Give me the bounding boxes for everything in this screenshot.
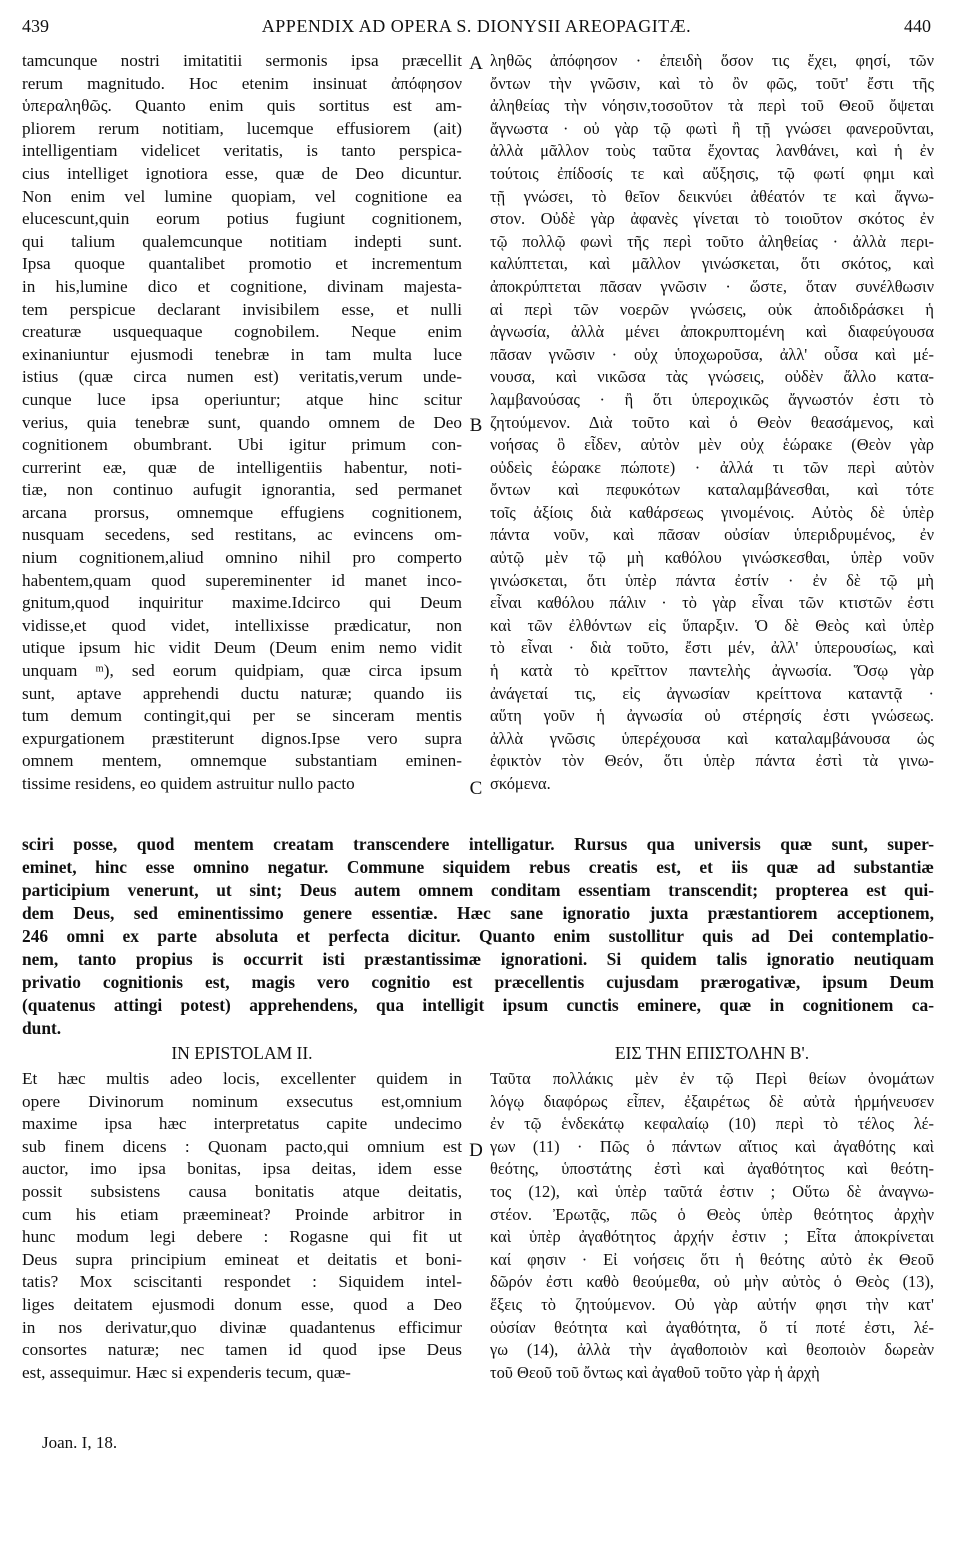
latin-text-line: pliorem rerum notitiam, lucemque effusiorem (ait) bbox=[22, 118, 462, 138]
latin-text-line: hunc modum legi debere : Rogasne qui fit ut bbox=[22, 1227, 462, 1247]
greek-text-line: στον. Οὐδὲ γὰρ ἀφανὲς γίνεται τὸ τοιοῦτον σκότος ἐν bbox=[490, 209, 934, 229]
latin-text-line: expurgationem præstiterunt dignos.Ipse vero supra bbox=[22, 728, 462, 748]
latin-text-line: tissime residens, eo quidem astruitur nullo pacto bbox=[22, 774, 355, 793]
greek-text-line: αὕτη γοῦν ἡ ἀγνωσία οὐ στέρησίς ἐστι γνώσεως. bbox=[490, 706, 934, 726]
greek-text-line: ὄντων καὶ πεφυκότων καταλαμβάνεσθαι, καὶ τότε bbox=[490, 480, 934, 500]
greek-text-line: ἄγνωστα · οὐ γὰρ τῷ φωτὶ ἢ τῇ γνώσει φανεροῦνται, bbox=[490, 118, 934, 138]
greek-text-line: τὸ εἶναι · διὰ τοῦτο, ἔστι μέν, ἀλλ' ὑπερουσίως, καὶ bbox=[490, 638, 934, 658]
greek-text-line: τοῖς ἀξίοις διὰ καθάρσεως γινομένοις. Αὐτὸς δὲ ὑπὲρ bbox=[490, 502, 934, 522]
latin-text-line: cum his etiam præemineat? Proinde arbitror in bbox=[22, 1204, 462, 1224]
greek-text-line: θεότης, ὑποστάτης ἐστὶ καὶ ἀγαθότητος καὶ θεότη- bbox=[490, 1159, 934, 1179]
greek-text-line: τῇ γνώσει, τὸ θεῖον δεικνύει ἀθέατόν τε καὶ ἄγνω- bbox=[490, 186, 934, 206]
margin-mark-a: A bbox=[469, 53, 483, 74]
greek-text-line: ἐν τῷ ἑνδεκάτῳ κεφαλαίῳ (10) περὶ τὸ τέλος λέ- bbox=[490, 1114, 934, 1134]
full-width-text-line: dunt. bbox=[22, 1018, 62, 1038]
greek-column-top bbox=[490, 50, 934, 796]
latin-text-line: tiæ, non continuo aufugit ignorantia, sed permanet bbox=[22, 480, 462, 500]
greek-text-line: ζητούμενον. Διὰ τοῦτο καὶ ὁ Θεὸν θεασάμενος, καὶ bbox=[490, 412, 934, 432]
full-width-text-line: dem Deus, sed eminentissimo genere essentiæ. Hæc sane ignoratio juxta præstantiorem acceptionem, bbox=[22, 903, 934, 923]
latin-text-line: maxime ipsa hæc interpretatus capite undecimo bbox=[22, 1114, 462, 1134]
latin-text-line: utique ipsum hic vidit Deum (Deum enim nemo vidit bbox=[22, 638, 462, 658]
latin-text-line: omnem mentem, omnemque substantiam eminen- bbox=[22, 751, 462, 771]
latin-text-line: possit subsistens causa bonitatis atque deitatis, bbox=[22, 1181, 462, 1201]
greek-text-line: πάντα νοῦν, καὶ πᾶσαν οὐσίαν ὑπεριδρυμένος, ἐν bbox=[490, 525, 934, 545]
greek-text-line: αὐτῷ μὲν τῷ μὴ καθόλου γινώσκεσθαι, ὑπὲρ νοῦν bbox=[490, 548, 934, 568]
latin-column-top bbox=[22, 50, 462, 796]
greek-text-line: πᾶσαν γνῶσιν · οὐχ ὑποχωροῦσα, ἀλλ' οὖσα καὶ μέ- bbox=[490, 344, 934, 364]
greek-text-line: σκόμενα. bbox=[490, 774, 551, 793]
greek-text-line: γω (14), ἀλλὰ τὴν ἀγαθοποιὸν καὶ θεοποιὸν δωρεὰν bbox=[490, 1340, 934, 1360]
greek-text-line: γινώσκεται, ὅτι ὑπὲρ πάντα ἐστίν · ἐν δὲ τῷ μὴ bbox=[490, 570, 934, 590]
latin-text-line: tem perspicue declarant invisibilem esse, et nulli bbox=[22, 299, 462, 319]
full-width-text-line: (quatenus attingi potest) apprehendens, qua intelligit ipsum cunctis eminere, quæ in cognitionem ca- bbox=[22, 995, 934, 1015]
latin-text-line: nusquam secedens, sed restitans, ac evincens om- bbox=[22, 525, 462, 545]
greek-text-line: ἀλλὰ γνῶσις ὑπερέχουσα καὶ καταλαμβάνουσα ὡς bbox=[490, 728, 934, 748]
greek-text-line: Ταῦτα πολλάκις μὲν ἐν τῷ Περὶ θείων ὀνομάτων bbox=[490, 1069, 934, 1088]
latin-text-line: liges deitatem ejusmodi donum esse, quod a Deo bbox=[22, 1294, 462, 1314]
greek-text-line: ἀνάγεταί τις, εἰς ἀγνωσίαν κρείττονα καταντᾷ · bbox=[490, 683, 934, 703]
greek-text-line: ὄντων τὴν γνῶσιν, καὶ τὸ ὂν φῶς, τοῦτ' ἔστι τῆς bbox=[490, 73, 934, 93]
latin-text-line: tum demum contingit,qui per se sinceram mentis bbox=[22, 706, 462, 726]
greek-text-line: ἐφικτὸν τὸν Θεόν, ὅτι ὑπὲρ πάντα ἐστὶ τὰ γινω- bbox=[490, 751, 934, 771]
greek-text-line: ἀποκρύπτεται πᾶσαν γνῶσιν · ὥστε, ὅταν συνέλθωσιν bbox=[490, 276, 934, 296]
greek-text-line: λόγῳ διαφόρως εἶπεν, ἐξαιρέτως δὲ αὐτὰ ἡρμήνευσεν bbox=[490, 1091, 934, 1111]
full-width-text-line: sciri posse, quod mentem creatam transcendere intelligatur. Rursus qua universis quæ sunt, super- bbox=[22, 834, 934, 854]
full-width-text-line: eminet, hinc esse omnino negatur. Commune siquidem rebus creatis est, et iis quæ ad substantiæ bbox=[22, 857, 934, 877]
latin-text-line: tamcunque nostri imitatitii sermonis ipsa præcellit bbox=[22, 51, 462, 70]
latin-text-line: currerint eæ, quæ de intelligentiis habentur, noti- bbox=[22, 457, 462, 477]
greek-text-line: ἀληθείας τὴν νόησιν,τοσοῦτον τὰ περὶ τοῦ Θεοῦ ὄψεται bbox=[490, 96, 934, 116]
greek-text-line: εἶναι καθόλου πάλιν · τὸ γὰρ εἶναι τῶν κτιστῶν ἐστι bbox=[490, 593, 934, 613]
running-title: APPENDIX AD OPERA S. DIONYSII AREOPAGITÆ. bbox=[261, 16, 692, 36]
latin-text-line: consortes naturæ; nec tamen id quod ipse Deus bbox=[22, 1340, 462, 1360]
full-width-text-line: 246 omni ex parte absoluta et perfecta dicitur. Quanto enim sustollitur quis ad Dei contemplatio- bbox=[22, 926, 934, 946]
full-width-text-line: participium venerunt, ut sint; Deus autem omnem conditam essentiam transcendit; propterea est qui- bbox=[22, 880, 934, 900]
latin-section-heading: IN EPISTOLAM II. bbox=[171, 1043, 313, 1063]
running-header bbox=[0, 14, 953, 40]
full-width-text-line: nem, tanto propius is occurrit isti præstantissimæ ignorationi. Si quidem talis ignoratio neutiquam bbox=[22, 949, 934, 969]
greek-column-bottom bbox=[490, 1068, 934, 1384]
greek-text-line: ληθῶς ἀπόφησον · ἐπειδὴ ὅσον τις ἔχει, φησί, τῶν bbox=[490, 51, 934, 70]
latin-text-line: in his,lumine dico et cognitione, divinam majesta- bbox=[22, 276, 462, 296]
latin-text-line: habentem,quam quod supereminenter id manet inco- bbox=[22, 570, 462, 590]
latin-text-line: Et hæc multis adeo locis, excellenter quidem in bbox=[22, 1069, 462, 1088]
latin-text-line: istius (quæ circa numen est) veritatis,verum unde- bbox=[22, 367, 462, 387]
greek-text-line: νοήσας ὃ εἶδεν, αὐτὸν μὲν οὐχ ἑώρακε (Θεὸν γὰρ bbox=[490, 435, 934, 455]
greek-text-line: καλύπτεται, καὶ μᾶλλον γινώσκεται, ὅτι σκότος, καὶ bbox=[490, 254, 934, 274]
latin-text-line: Ipsa quoque quantalibet promotio et incrementum bbox=[22, 254, 462, 274]
greek-text-line: γων (11) · Πῶς ὁ πάντων αἴτιος καὶ ἀγαθότης καὶ bbox=[490, 1136, 934, 1156]
greek-text-line: τούτοις ἐπίδοσίς τε καὶ αὔξησις, τῷ φωτί φημι καὶ bbox=[490, 163, 934, 183]
latin-text-line: nium cognitionem,aliud omnino nihil pro comperto bbox=[22, 548, 462, 568]
greek-text-line: ἀγνωσία, ἀλλὰ μένει ἀποκρυπτομένη καὶ διαφεύγουσα bbox=[490, 322, 934, 342]
latin-text-line: cius intelliget ignotiora esse, quæ de Deo dicuntur. bbox=[22, 163, 462, 183]
greek-text-line: οὐδεὶς ἑώρακε πώποτε) · ἀλλά τι τῶν περὶ αὐτὸν bbox=[490, 457, 934, 477]
greek-text-line: λαμβανούσας · ἢ ὅτι ὑπεροχικῶς ἄγνωστόν ἐστι τὸ bbox=[490, 389, 934, 409]
footnote: Joan. I, 18. bbox=[42, 1433, 118, 1452]
greek-text-line: τοῦ Θεοῦ τοῦ ὄντως καὶ ἀγαθοῦ τοῦτο γὰρ ἡ ἀρχὴ bbox=[490, 1362, 820, 1382]
latin-text-line: cognitionem obumbrant. Ubi igitur primum con- bbox=[22, 435, 462, 455]
margin-mark-b: B bbox=[469, 415, 483, 436]
greek-text-line: τος (12), καὶ ὑπὲρ ταῦτά ἐστιν ; Οὕτω δὲ ἀναγνω- bbox=[490, 1181, 934, 1201]
latin-text-line: in nos derivatur,quo divinæ quadantenus efficimur bbox=[22, 1317, 462, 1337]
margin-mark-c: C bbox=[469, 778, 483, 799]
latin-text-line: Non enim vel lumine quopiam, vel cognitione ea bbox=[22, 186, 462, 206]
margin-mark-d: D bbox=[469, 1140, 483, 1161]
latin-text-line: opere Divinorum nominum exsecutus est,omnium bbox=[22, 1091, 462, 1111]
latin-text-line: auctor, imo ipsa bonitas, ipsa deitas, idem esse bbox=[22, 1159, 462, 1179]
latin-text-line: qui talium qualemcunque notitiam indepti sunt. bbox=[22, 231, 462, 251]
latin-text-line: vidisse,et quod videt, intellixisse prædicatur, non bbox=[22, 615, 462, 635]
greek-text-line: αἱ περὶ τῶν νοερῶν γνώσεις, οὐκ ἀποδιδράσκει ἡ bbox=[490, 299, 934, 319]
greek-text-line: νουσα, καὶ νικῶσα τὰς γνώσεις, οὐδὲν ἄλλο κατα- bbox=[490, 367, 934, 387]
page-number-right: 440 bbox=[904, 16, 931, 36]
latin-text-line: gnitum,quod inquiritur maxime.Idcirco qui Deum bbox=[22, 593, 462, 613]
latin-text-line: elucescunt,quin eorum potius fugiunt cognitionem, bbox=[22, 209, 462, 229]
greek-text-line: δῶρόν ἐστι καθὸ θεούμεθα, οὐ μὴν αὐτὸς ὁ Θεὸς (13), bbox=[490, 1272, 934, 1292]
latin-text-line: exinaniuntur ejusmodi tenebræ in tam multa luce bbox=[22, 344, 462, 364]
full-width-text-line: privatio cognitionis est, magis vero cognitio est præcellentis cujusdam prærogativæ, ipsum Deum bbox=[22, 972, 934, 992]
latin-text-line: est, assequimur. Hæc si expenderis tecum, quæ- bbox=[22, 1362, 351, 1382]
latin-text-line: sunt, aptave apprehendi ductu naturæ; quando iis bbox=[22, 683, 462, 703]
greek-text-line: καὶ ὑπὲρ ἀγαθότητος ἀρχήν ἐστιν ; Εἶτα ἀποκρίνεται bbox=[490, 1227, 934, 1247]
greek-section-heading: ΕΙΣ ΤΗΝ ΕΠΙΣΤΟΛΗΝ Β'. bbox=[614, 1043, 810, 1063]
latin-text-line: unquam ᵐ), sed eorum quidpiam, quæ circa ipsum bbox=[22, 661, 462, 681]
greek-text-line: οὐσίαν θεότητα καὶ ἀγαθότητα, ὅ τί ποτέ ἐστι, λέ- bbox=[490, 1317, 934, 1337]
latin-text-line: verius, quia tenebræ sunt, quando omnem de Deo bbox=[22, 412, 462, 432]
latin-text-line: arcana prorsus, omnemque effugiens cognitionem, bbox=[22, 502, 462, 522]
greek-text-line: τῷ πολλῷ φωνὶ τῆς περὶ τοῦτο ἀληθείας · ἀλλὰ περι- bbox=[490, 231, 934, 251]
latin-text-line: rerum magnitudo. Hoc etenim insinuat ἀπόφησον bbox=[22, 73, 462, 93]
greek-text-line: ἕξεις τὸ ζητούμενον. Οὐ γὰρ αὐτήν φησι τὴν κατ' bbox=[490, 1294, 934, 1314]
latin-text-line: intelligentiam videlicet veritatis, is tanto perspica- bbox=[22, 141, 462, 161]
latin-text-line: cunque luce ipsa operiuntur; atque hinc scitur bbox=[22, 389, 462, 409]
greek-text-line: ἀλλὰ μᾶλλον τοὺς ταῦτα ἔχοντας λανθάνει, καὶ ἡ ἐν bbox=[490, 141, 934, 161]
greek-text-line: καί φησιν · Εἰ νοήσεις ὅτι ἡ θεότης αὐτὸ ἐκ Θεοῦ bbox=[490, 1249, 934, 1269]
latin-text-line: ὑπεραληθῶς. Quanto enim quis sortitus est am- bbox=[22, 96, 462, 116]
greek-text-line: ἡ κατὰ τὸ κρεῖττον παντελὴς ἀγνωσία. Ὅσῳ γὰρ bbox=[490, 661, 934, 681]
greek-text-line: στέον. Ἐρωτᾷς, πῶς ὁ Θεὸς ὑπὲρ θεότητος ἀρχὴν bbox=[490, 1204, 934, 1224]
latin-text-line: creaturæ usquequaque cognobilem. Neque enim bbox=[22, 322, 462, 342]
page-number-left: 439 bbox=[22, 16, 49, 36]
greek-text-line: καὶ τῶν ἐλθόντων εἰς ὕπαρξιν. Ὁ δὲ Θεὸς καὶ ὑπὲρ bbox=[490, 615, 934, 635]
latin-column-bottom bbox=[22, 1068, 462, 1384]
latin-text-line: Deus supra principium emineat et deitatis et boni- bbox=[22, 1249, 462, 1269]
latin-text-line: tatis? Mox sciscitanti respondet : Siquidem intel- bbox=[22, 1272, 462, 1292]
latin-text-line: sub finem dicens : Quonam pacto,qui omnium est bbox=[22, 1136, 462, 1156]
full-width-paragraph bbox=[22, 833, 934, 1040]
